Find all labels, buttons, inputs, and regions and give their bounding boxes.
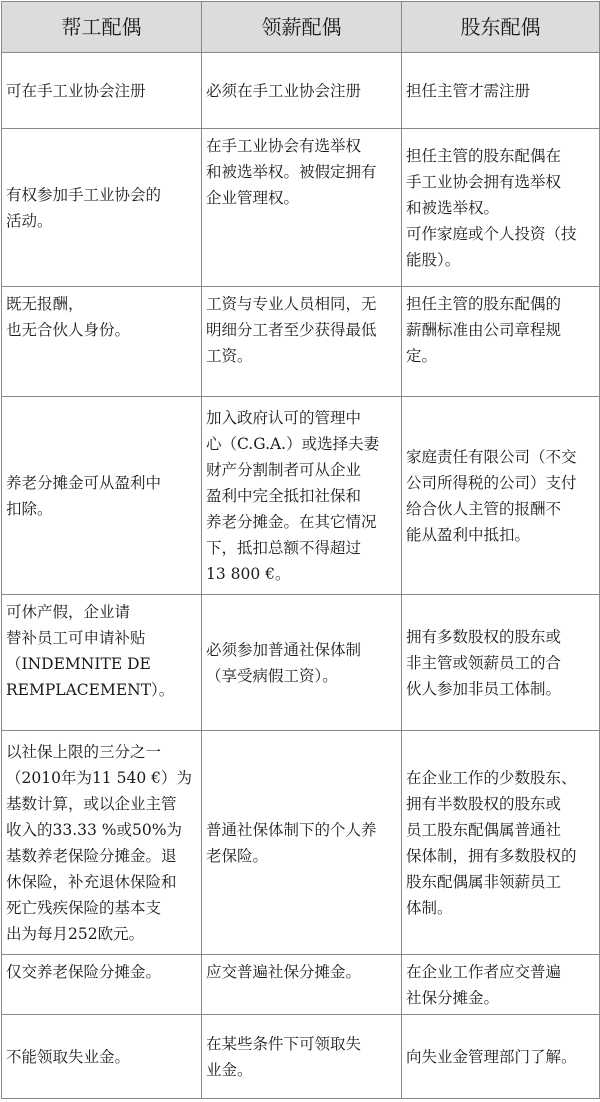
cell-shareholder-spouse: 家庭责任有限公司（不交 公司所得税的公司）支付 给合伙人主管的报酬不 能从盈利中抵扣。 [402,397,600,595]
cell-salaried-spouse: 普通社保体制下的个人养 老保险。 [202,731,402,955]
cell-helper-spouse: 有权参加手工业协会的 活动。 [2,129,202,287]
cell-shareholder-spouse: 向失业金管理部门了解。 [402,1015,600,1099]
cell-salaried-spouse: 加入政府认可的管理中 心（C.G.A.）或选择夫妻 财产分割制者可从企业 盈利中完全抵扣社保和 养老分摊金。在其它情况 下，抵扣总额不得超过 13 800 €。 [202,397,402,595]
cell-shareholder-spouse: 在企业工作的少数股东、 拥有半数股权的股东或 员工股东配偶属普通社 保体制，拥有多数股权的 股东配偶属非领薪员工 体制。 [402,731,600,955]
table-row [2,955,600,1015]
table-row [2,53,600,129]
cell-salaried-spouse: 在手工业协会有选举权 和被选举权。被假定拥有 企业管理权。 [202,129,402,287]
cell-helper-spouse: 养老分摊金可从盈利中 扣除。 [2,397,202,595]
header-salaried-spouse: 领薪配偶 [202,2,402,53]
table-row [2,595,600,731]
table-row [2,1015,600,1099]
cell-salaried-spouse: 必须在手工业协会注册 [202,53,402,129]
cell-shareholder-spouse: 在企业工作者应交普遍 社保分摊金。 [402,955,600,1015]
cell-shareholder-spouse: 担任主管的股东配偶在 手工业协会拥有选举权 和被选举权。 可作家庭或个人投资（技 能股）。 [402,129,600,287]
table-row [2,731,600,955]
cell-helper-spouse: 以社保上限的三分之一 （2010年为11 540 €）为 基数计算，或以企业主管 收入的33.33 %或50%为 基数养老保险分摊金。退 休保险，补充退休保险和 死亡残疾保险的基本支 出为每月252欧元。 [2,731,202,955]
cell-helper-spouse: 仅交养老保险分摊金。 [2,955,202,1015]
cell-salaried-spouse: 工资与专业人员相同，无 明细分工者至少获得最低 工资。 [202,287,402,397]
table-row [2,397,600,595]
cell-shareholder-spouse: 担任主管的股东配偶的 薪酬标准由公司章程规 定。 [402,287,600,397]
cell-salaried-spouse: 应交普遍社保分摊金。 [202,955,402,1015]
comparison-table [1,1,600,1099]
cell-shareholder-spouse: 拥有多数股权的股东或 非主管或领薪员工的合 伙人参加非员工体制。 [402,595,600,731]
cell-helper-spouse: 可在手工业协会注册 [2,53,202,129]
cell-shareholder-spouse: 担任主管才需注册 [402,53,600,129]
table-row [2,287,600,397]
table-row [2,129,600,287]
cell-helper-spouse: 不能领取失业金。 [2,1015,202,1099]
cell-salaried-spouse: 在某些条件下可领取失 业金。 [202,1015,402,1099]
cell-salaried-spouse: 必须参加普通社保体制 （享受病假工资）。 [202,595,402,731]
cell-helper-spouse: 既无报酬， 也无合伙人身份。 [2,287,202,397]
cell-helper-spouse: 可休产假，企业请 替补员工可申请补贴 （INDEMNITE DE REMPLACEMENT）。 [2,595,202,731]
header-helper-spouse: 帮工配偶 [2,2,202,53]
header-row [2,2,600,53]
header-shareholder-spouse: 股东配偶 [402,2,600,53]
